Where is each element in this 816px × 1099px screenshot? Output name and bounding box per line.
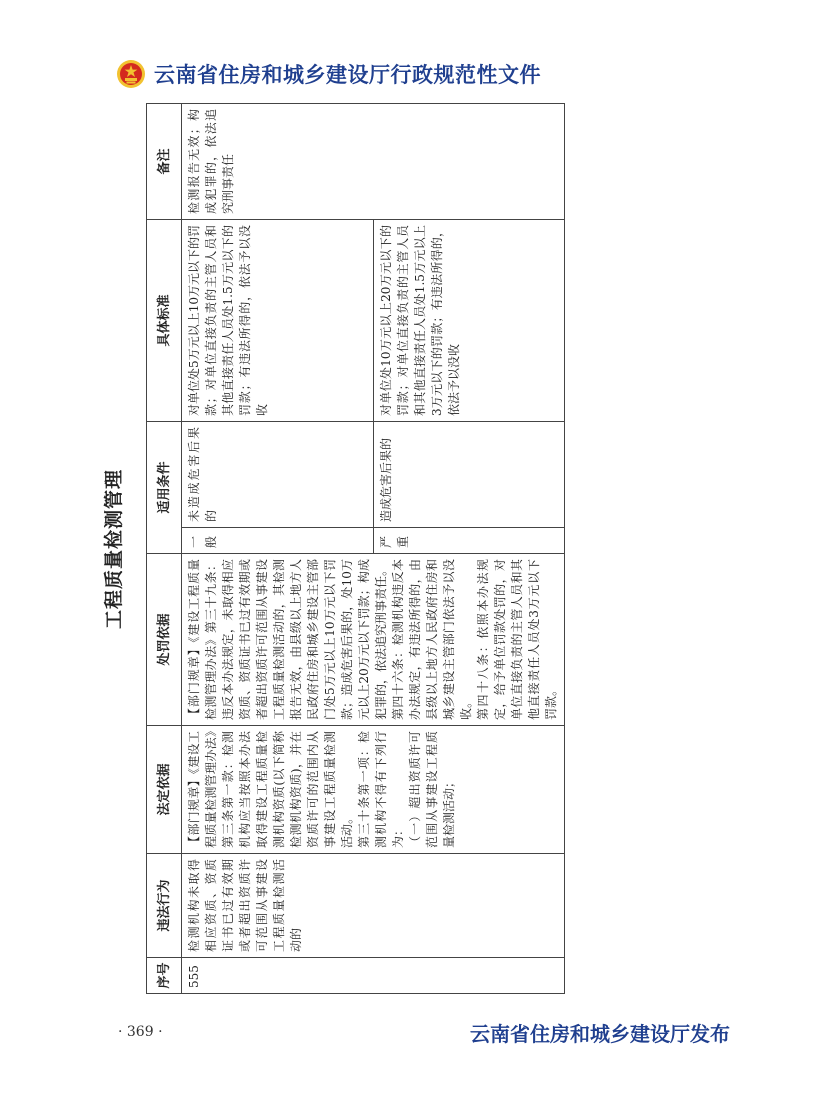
standard-general: 对单位处5万元以上10万元以下的罚款；对单位直接负责的主管人员和其他直接责任人员处1.5万元以下的罚款；有违法所得的，依法予以没收 — [182, 219, 374, 421]
row-punishment-basis — [182, 554, 565, 726]
header-remark: 备注 — [147, 103, 182, 219]
legal-basis-paragraph: 【部门规章】《建设工程质量检测管理办法》第三条第一款：检测机构应当按照本办法取得建设工程质量检测机构资质(以下简称检测机构资质)，并在资质许可的范围内从事建设工程质量检测活动。 — [187, 731, 354, 848]
condition-serious: 造成危害后果的 — [373, 421, 565, 527]
row-seq: 555 — [182, 958, 565, 994]
row-violation: 检测机构未取得相应资质、资质证书已过有效期或者超出资质许可范围从事建设工程质量检测活动的 — [182, 854, 565, 958]
table-title: 工程质量检测管理 — [103, 469, 125, 630]
punishment-basis-paragraph: 【部门规章】《建设工程质量检测管理办法》第三十九条：违反本办法规定，未取得相应资质、资质证书已过有效期或者超出资质许可范围从事建设工程质量检测活动的，其检测报告无效，由县级以上地方人民政府住房和城乡建设主管部门处5万元以上10万元以下罚款；造成危害后果的，处10万元以上20万元以下罚款；构成犯罪的，依法追究刑事责任。 — [187, 559, 388, 720]
row-legal-basis — [182, 726, 565, 854]
header-punishment-basis: 处罚依据 — [147, 554, 182, 726]
legal-basis-paragraph: 第三十条第一项：检测机构不得有下列行为： — [357, 731, 405, 848]
header-legal-basis: 法定依据 — [147, 726, 182, 854]
header-title: 云南省住房和城乡建设厅行政规范性文件 — [154, 63, 541, 87]
row-remark: 检测报告无效；构成犯罪的，依法追究刑事责任 — [182, 103, 565, 219]
table-header-row — [147, 103, 182, 993]
standard-serious: 对单位处10万元以上20万元以下的罚款；对单位直接负责的主管人员和其他直接责任人员处1.5万元以上3万元以下的罚款；有违法所得的，依法予以没收 — [373, 219, 565, 421]
header-seq: 序号 — [147, 958, 182, 994]
header-standard: 具体标准 — [147, 219, 182, 421]
publisher: 云南省住房和城乡建设厅发布 — [470, 1022, 730, 1046]
document-header — [116, 56, 541, 92]
punishment-basis-paragraph: 第四十六条：检测机构违反本办法规定，有违法所得的，由县级以上地方人民政府住房和城乡建设主管部门依法予以没收。 — [391, 559, 473, 720]
rotated-table-page — [92, 104, 558, 994]
header-condition: 适用条件 — [147, 421, 182, 553]
penalty-table — [146, 103, 565, 994]
page-number: · 369 · — [118, 1024, 163, 1040]
level-general: 一般 — [182, 528, 374, 554]
punishment-basis-paragraph: 第四十八条：依照本办法规定，给予单位罚款处罚的，对单位直接负责的主管人员和其他直接责任人员处3万元以下罚款。 — [476, 559, 558, 720]
table-row — [182, 103, 374, 993]
national-emblem-icon — [116, 59, 146, 89]
legal-basis-paragraph: （一）超出资质许可范围从事建设工程质量检测活动； — [408, 731, 456, 848]
condition-general: 未造成危害后果的 — [182, 421, 374, 527]
level-serious: 严重 — [373, 528, 565, 554]
header-violation: 违法行为 — [147, 854, 182, 958]
